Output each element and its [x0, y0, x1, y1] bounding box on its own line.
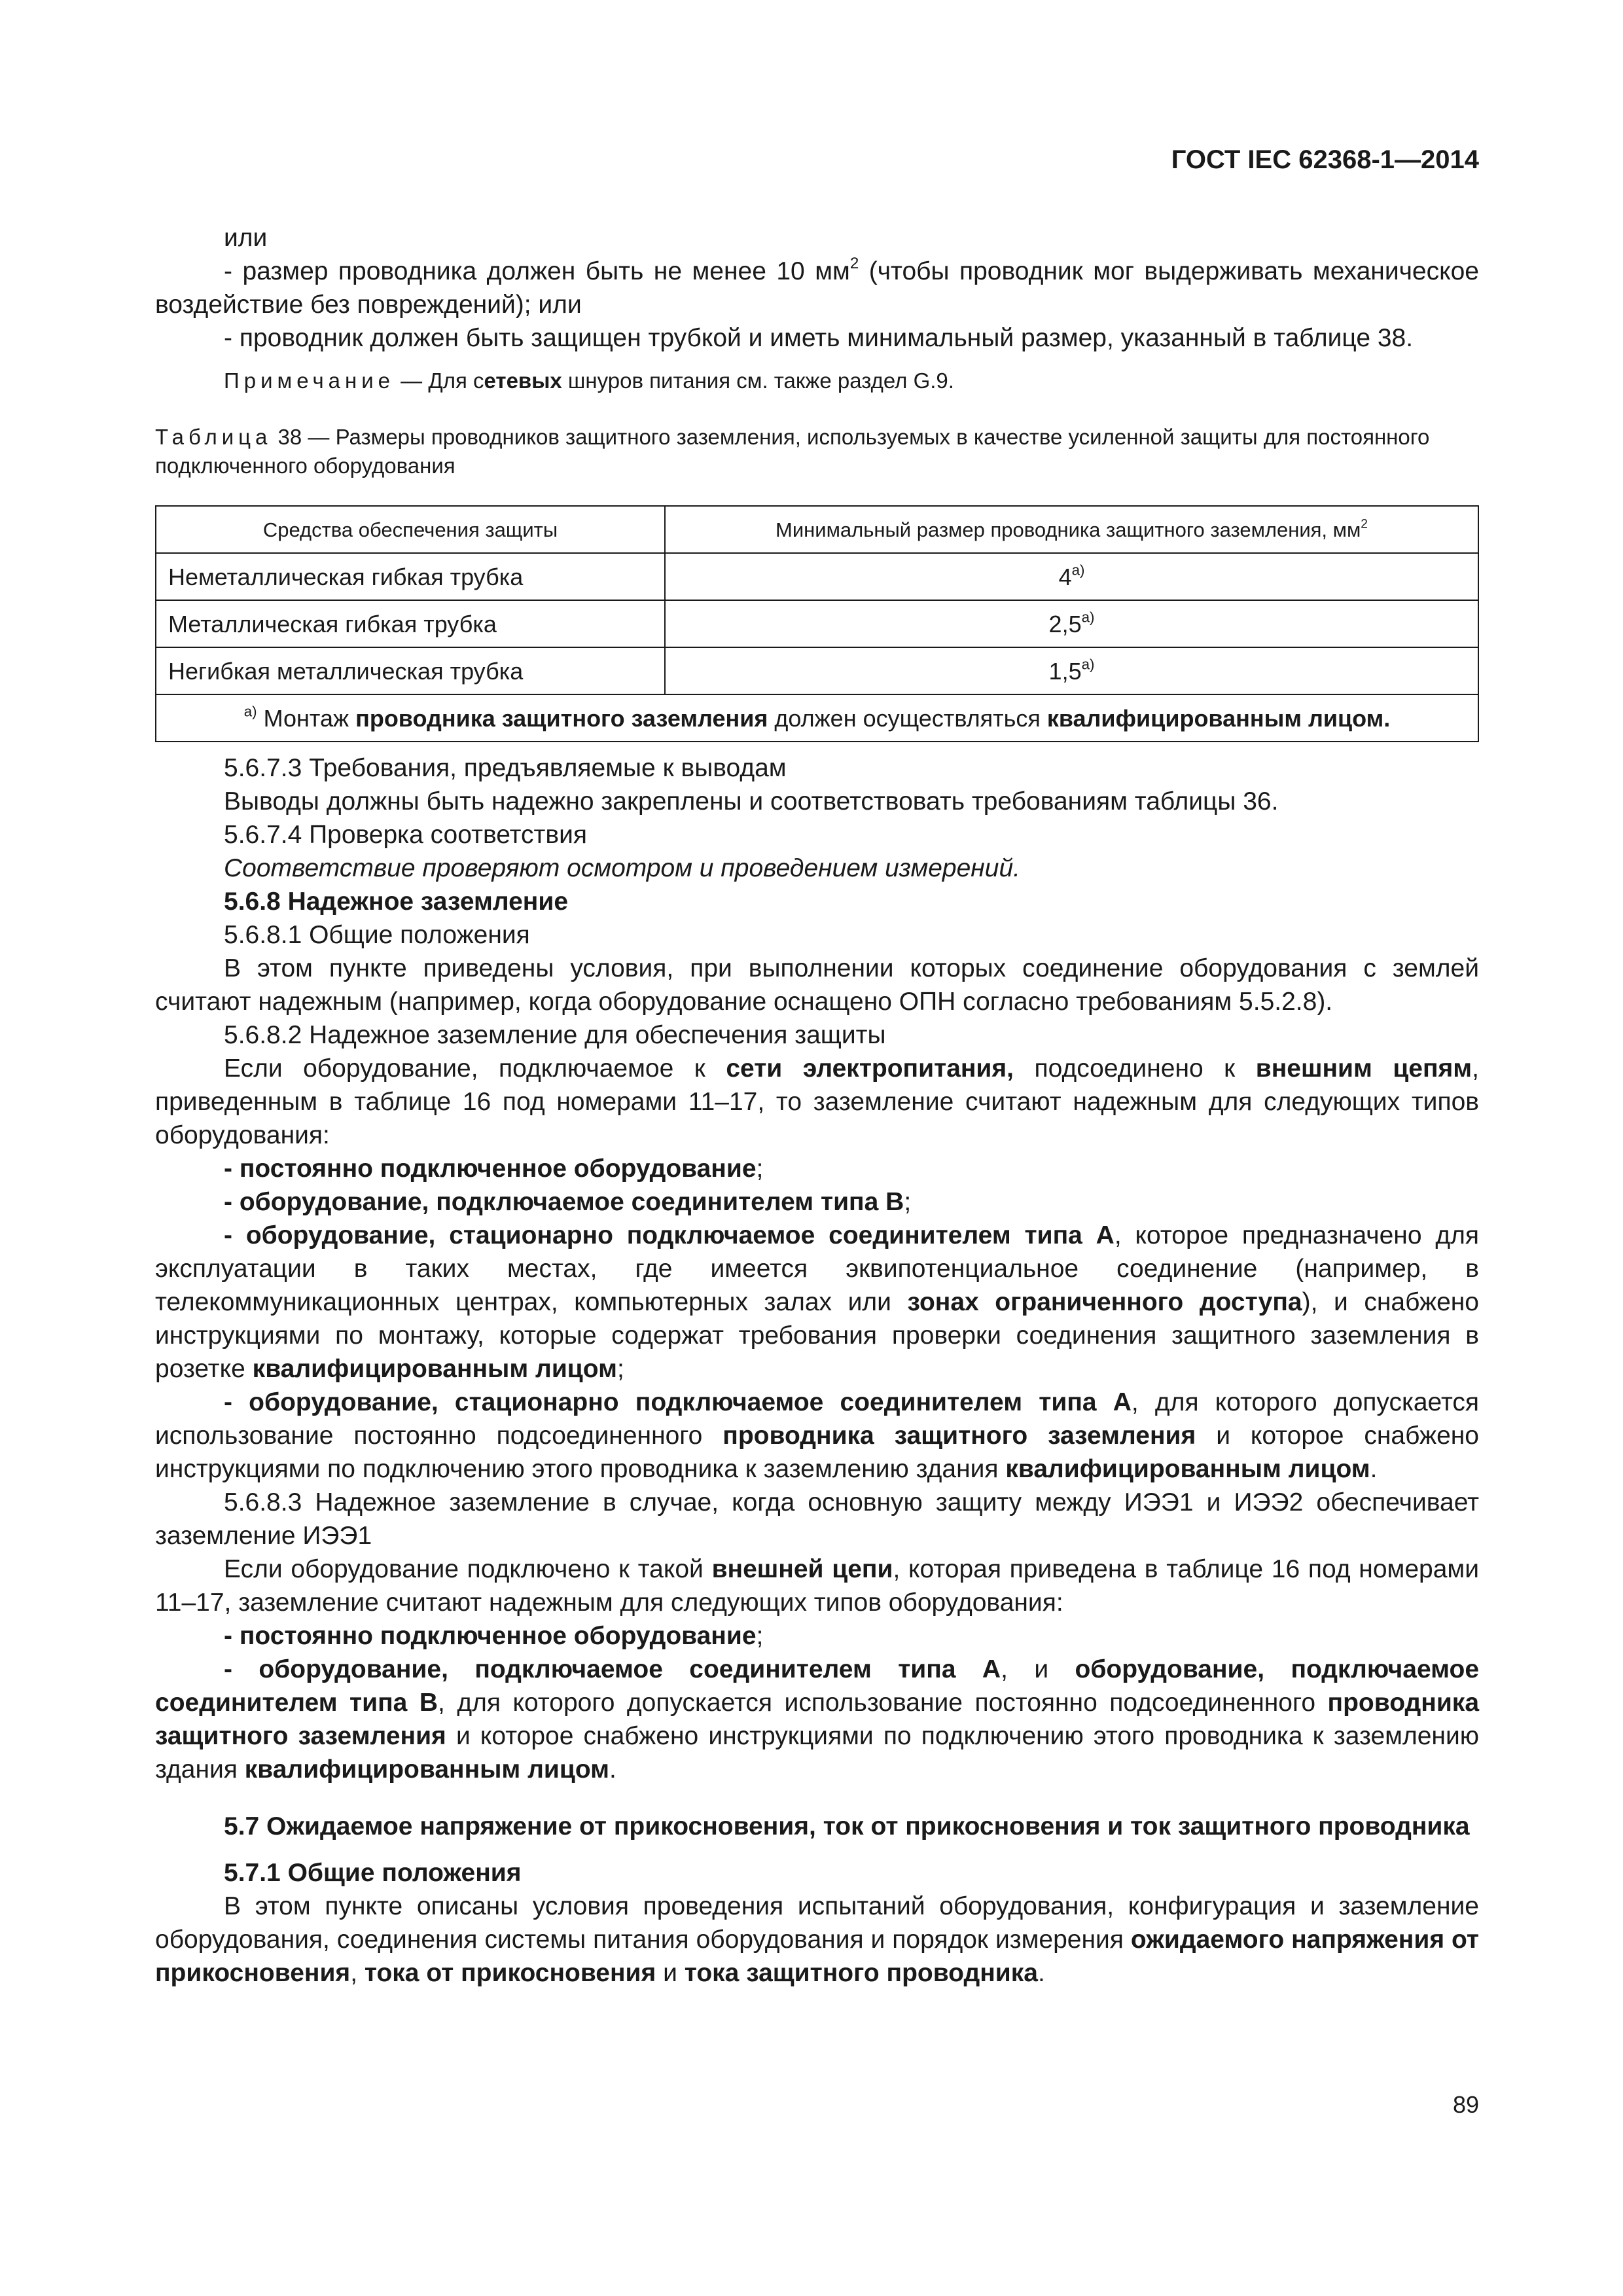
page-content [155, 221, 1479, 1990]
page-number: 89 [1452, 2091, 1479, 2118]
paragraph: В этом пункте приведены условия, при выполнении которых соединение оборудования с землей считают надежным (например, когда оборудование оснащено ОПН согласно требованиям 5.5.2.8). [155, 954, 1479, 1016]
list-item: - оборудование, стационарно подключаемое соединителем типа А, для которого допускается использование постоянно подсоединенного проводника защитного заземления и которое снабжено инструкциями по подключению этого проводника к заземлению здания квалифицированным лицом. [155, 1388, 1479, 1483]
standard-designation: ГОСТ IEC 62368-1—2014 [1171, 145, 1479, 174]
list-item: - постоянно подключенное оборудование; [224, 1155, 764, 1183]
table-cell-means: Негибкая металлическая трубка [156, 647, 665, 694]
table-footnote: $^{а)}$ Монтаж проводника защитного заземления должен осуществляться квалифицированным лицом. [156, 694, 1478, 742]
paragraph: Если оборудование подключено к такой внешней цепи, которая приведена в таблице 16 под номерами 11–17, заземление считают надежным для следующих типов оборудования: [155, 1555, 1480, 1617]
table-cell-size: $4^{а)}$ [665, 553, 1478, 600]
table-cell-size: $1,5^{а)}$ [665, 647, 1478, 694]
section-title-571: 5.7.1 Общие положения [224, 1859, 522, 1887]
section-title-5681: 5.6.8.1 Общие положения [224, 921, 530, 949]
table-row [156, 647, 1478, 694]
list-item: - постоянно подключенное оборудование; [224, 1622, 764, 1650]
list-item: - оборудование, стационарно подключаемое соединителем типа А, которое предназначено для эксплуатации в таких местах, где имеется эквипотенциальное соединение (например, в телекоммуникационных центрах, компьютерных залах или зонах ограниченного доступа), и снабжено инструкциями по монтажу, которые содержат требования проверки соединения защитного заземления в розетке квалифицированным лицом; [155, 1221, 1479, 1383]
section-title-5683: 5.6.8.3 Надежное заземление в случае, когда основную защиту между ИЭЭ1 и ИЭЭ2 обеспечивает заземление ИЭЭ1 [155, 1488, 1479, 1550]
section-title-5673: 5.6.7.3 Требования, предъявляемые к выводам [224, 754, 787, 782]
table-38 [155, 505, 1479, 742]
paragraph-or: или [224, 224, 268, 252]
section-title-5682: 5.6.8.2 Надежное заземление для обеспечения защиты [224, 1021, 886, 1049]
list-item: - оборудование, подключаемое соединителем типа В; [224, 1188, 912, 1216]
body-text [155, 751, 1479, 1990]
table-row [156, 600, 1478, 647]
table-label: Таблица [155, 425, 272, 449]
section-title-57: 5.7 Ожидаемое напряжение от прикосновения, ток от прикосновения и ток защитного проводника [224, 1812, 1470, 1840]
note: Примечание — Для сетевых шнуров питания см. также раздел G.9. [224, 368, 954, 393]
section-title-568: 5.6.8 Надежное заземление [224, 888, 569, 916]
table-header-row [156, 506, 1478, 553]
table-header-cell: Средства обеспечения защиты [156, 506, 665, 553]
table-cell-means: Металлическая гибкая трубка [156, 600, 665, 647]
table-cell-means: Неметаллическая гибкая трубка [156, 553, 665, 600]
paragraph: Если оборудование, подключаемое к сети электропитания, подсоединено к внешним цепям, приведенным в таблице 16 под номерами 11–17, то заземление считают надежным для следующих типов оборудования: [155, 1054, 1479, 1149]
table-caption: Таблица 38 — Размеры проводников защитного заземления, используемых в качестве усиленной защиты для постоянного подключенного оборудования [155, 425, 1430, 478]
note-label: Примечание [224, 368, 395, 393]
table-row [156, 553, 1478, 600]
paragraph-compliance: Соответствие проверяют осмотром и проведением измерений. [224, 854, 1020, 882]
paragraph: Выводы должны быть надежно закреплены и соответствовать требованиям таблицы 36. [224, 787, 1279, 816]
list-item-conductor-tube: - проводник должен быть защищен трубкой и иметь минимальный размер, указанный в таблице 38. [224, 324, 1414, 352]
table-footnote-row [156, 694, 1478, 742]
section-title-5674: 5.6.7.4 Проверка соответствия [224, 821, 588, 849]
table-cell-size: $2,5^{а)}$ [665, 600, 1478, 647]
paragraph: В этом пункте описаны условия проведения испытаний оборудования, конфигурация и заземление оборудования, соединения системы питания оборудования и порядок измерения ожидаемого напряжения от прикосновения, тока от прикосновения и тока защитного проводника. [155, 1892, 1480, 1987]
table-header-cell: Минимальный размер проводника защитного заземления, $мм^2$ [665, 506, 1478, 553]
list-item-conductor-size: - размер проводника должен быть не менее 10 $мм^2$ (чтобы проводник мог выдерживать механическое воздействие без повреждений); или [155, 255, 1479, 319]
list-item: - оборудование, подключаемое соединителем типа А, и оборудование, подключаемое соединителем типа В, для которого допускается использование постоянно подсоединенного проводника защитного заземления и которое снабжено инструкциями по подключению этого проводника к заземлению здания квалифицированным лицом. [155, 1655, 1480, 1784]
